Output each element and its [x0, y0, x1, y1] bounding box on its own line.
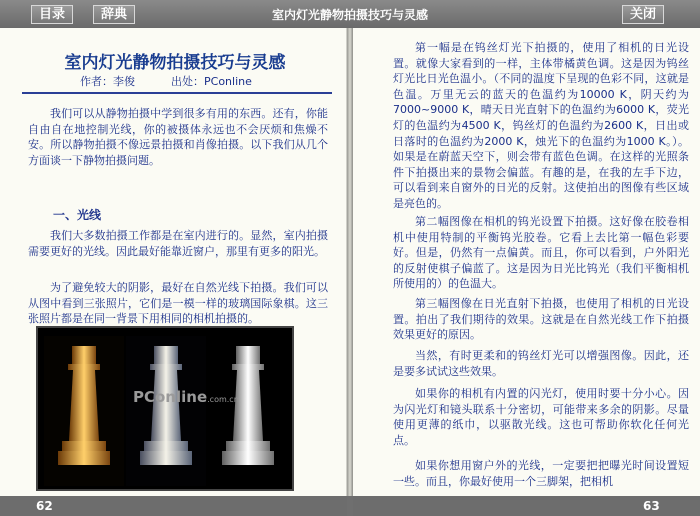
right-footer	[353, 496, 700, 516]
left-page	[0, 28, 347, 496]
section-heading: 一、光线	[53, 208, 102, 222]
left-footer	[0, 496, 347, 516]
right-paragraph-1: 第一幅是在钨丝灯光下拍摄的，使用了相机的日光设置。就像大家看到的一样，主体带橘黄色调。这是因为钨丝灯光比日光色温小。（不同的温度下呈现的色彩不同，这就是色温。万里无云的蓝天的色温约为10000 K，阴天约为7000~9000 K，晴天日光直射下的色温约为6000 K，荧光灯的色温约为4500 K，钨丝灯的色温约为2600 K，日出或日落时的色温约为2000 K，烛光下的色温约为1000 K。）。如果是在蔚蓝天空下，则会带有蓝色色调。在这样的光照条件下拍摄出来的景物会偏蓝。有趣的是，在我的左手下边，可以看到来自窗外的日光的反射。这使拍出的图像有些区域是亮色的。	[393, 41, 689, 210]
right-paragraph-4: 当然，有时更柔和的钨丝灯光可以增强图像。因此，还是要多试试这些效果。	[393, 349, 689, 378]
left-paragraph-2: 为了避免较大的阴影，最好在自然光线下拍摄。我们可以从图中看到三张照片，它们是一模一样的玻璃国际象棋。这三张照片都是在同一背景下用相同的相机拍摄的。	[28, 281, 328, 326]
right-paragraph-2: 第二幅图像在相机的钨光设置下拍摄。这好像在胶卷相机中使用特制的平衡钨光胶卷。它看上去比第一幅色彩要好。但是，仍然有一点偏黄。而且，你可以看到，户外阳光的反射使棋子偏蓝了。这是因为日光比钨光（我们平衡相机所使用的）的色温大。	[393, 215, 689, 291]
book-title: 室内灯光静物拍摄技巧与灵感	[271, 8, 428, 22]
source: 出处：PConline	[171, 75, 252, 88]
dictionary-button[interactable]: 辞典	[93, 5, 135, 24]
right-page-number: 63	[643, 499, 660, 513]
toolbar	[0, 0, 700, 28]
right-paragraph-3: 第三幅图像在日光直射下拍摄，也使用了相机的日光设置。拍出了我们期待的效果。这就是在自然光线工作下拍摄效果更好的原因。	[393, 297, 689, 342]
photo-watermark: PConline.com.cn	[133, 388, 239, 406]
close-button[interactable]: 关闭	[622, 5, 664, 24]
article-title: 室内灯光静物拍摄技巧与灵感	[64, 53, 286, 73]
title-divider	[22, 92, 332, 94]
byline	[80, 73, 310, 89]
chess-piece-daylight	[208, 336, 288, 486]
right-paragraph-5: 如果你的相机有内置的闪光灯，使用时要十分小心。因为闪光灯和镜头联系十分密切，可能带来多余的阴影。尽量使用更薄的纸巾，以驱散光线。这也可帮助你软化任何光点。	[393, 387, 689, 447]
left-paragraph-1: 我们大多数拍摄工作都是在室内进行的。显然，室内拍摄需要更好的光线。因此最好能靠近窗户，那里有更多的阳光。	[28, 229, 328, 258]
chess-photo	[36, 326, 294, 491]
intro-paragraph: 我们可以从静物拍摄中学到很多有用的东西。还有，你能自由自在地控制光线，你的被摄体永远也不会厌烦和焦燥不安。所以静物拍摄不像远景拍摄和肖像拍摄。以下我们从几个方面谈一下静物拍摄问题。	[28, 107, 328, 167]
right-paragraph-6: 如果你想用窗户外的光线，一定要把把曝光时间设置短一些。而且，你最好使用一个三脚架，把相机	[393, 459, 689, 488]
right-page	[353, 28, 700, 496]
author: 作者：李俊	[80, 75, 135, 88]
chess-piece-tungsten	[44, 336, 124, 486]
chess-piece-tungsten-setting	[126, 336, 206, 486]
left-page-number: 62	[36, 499, 53, 513]
toc-button[interactable]: 目录	[31, 5, 73, 24]
